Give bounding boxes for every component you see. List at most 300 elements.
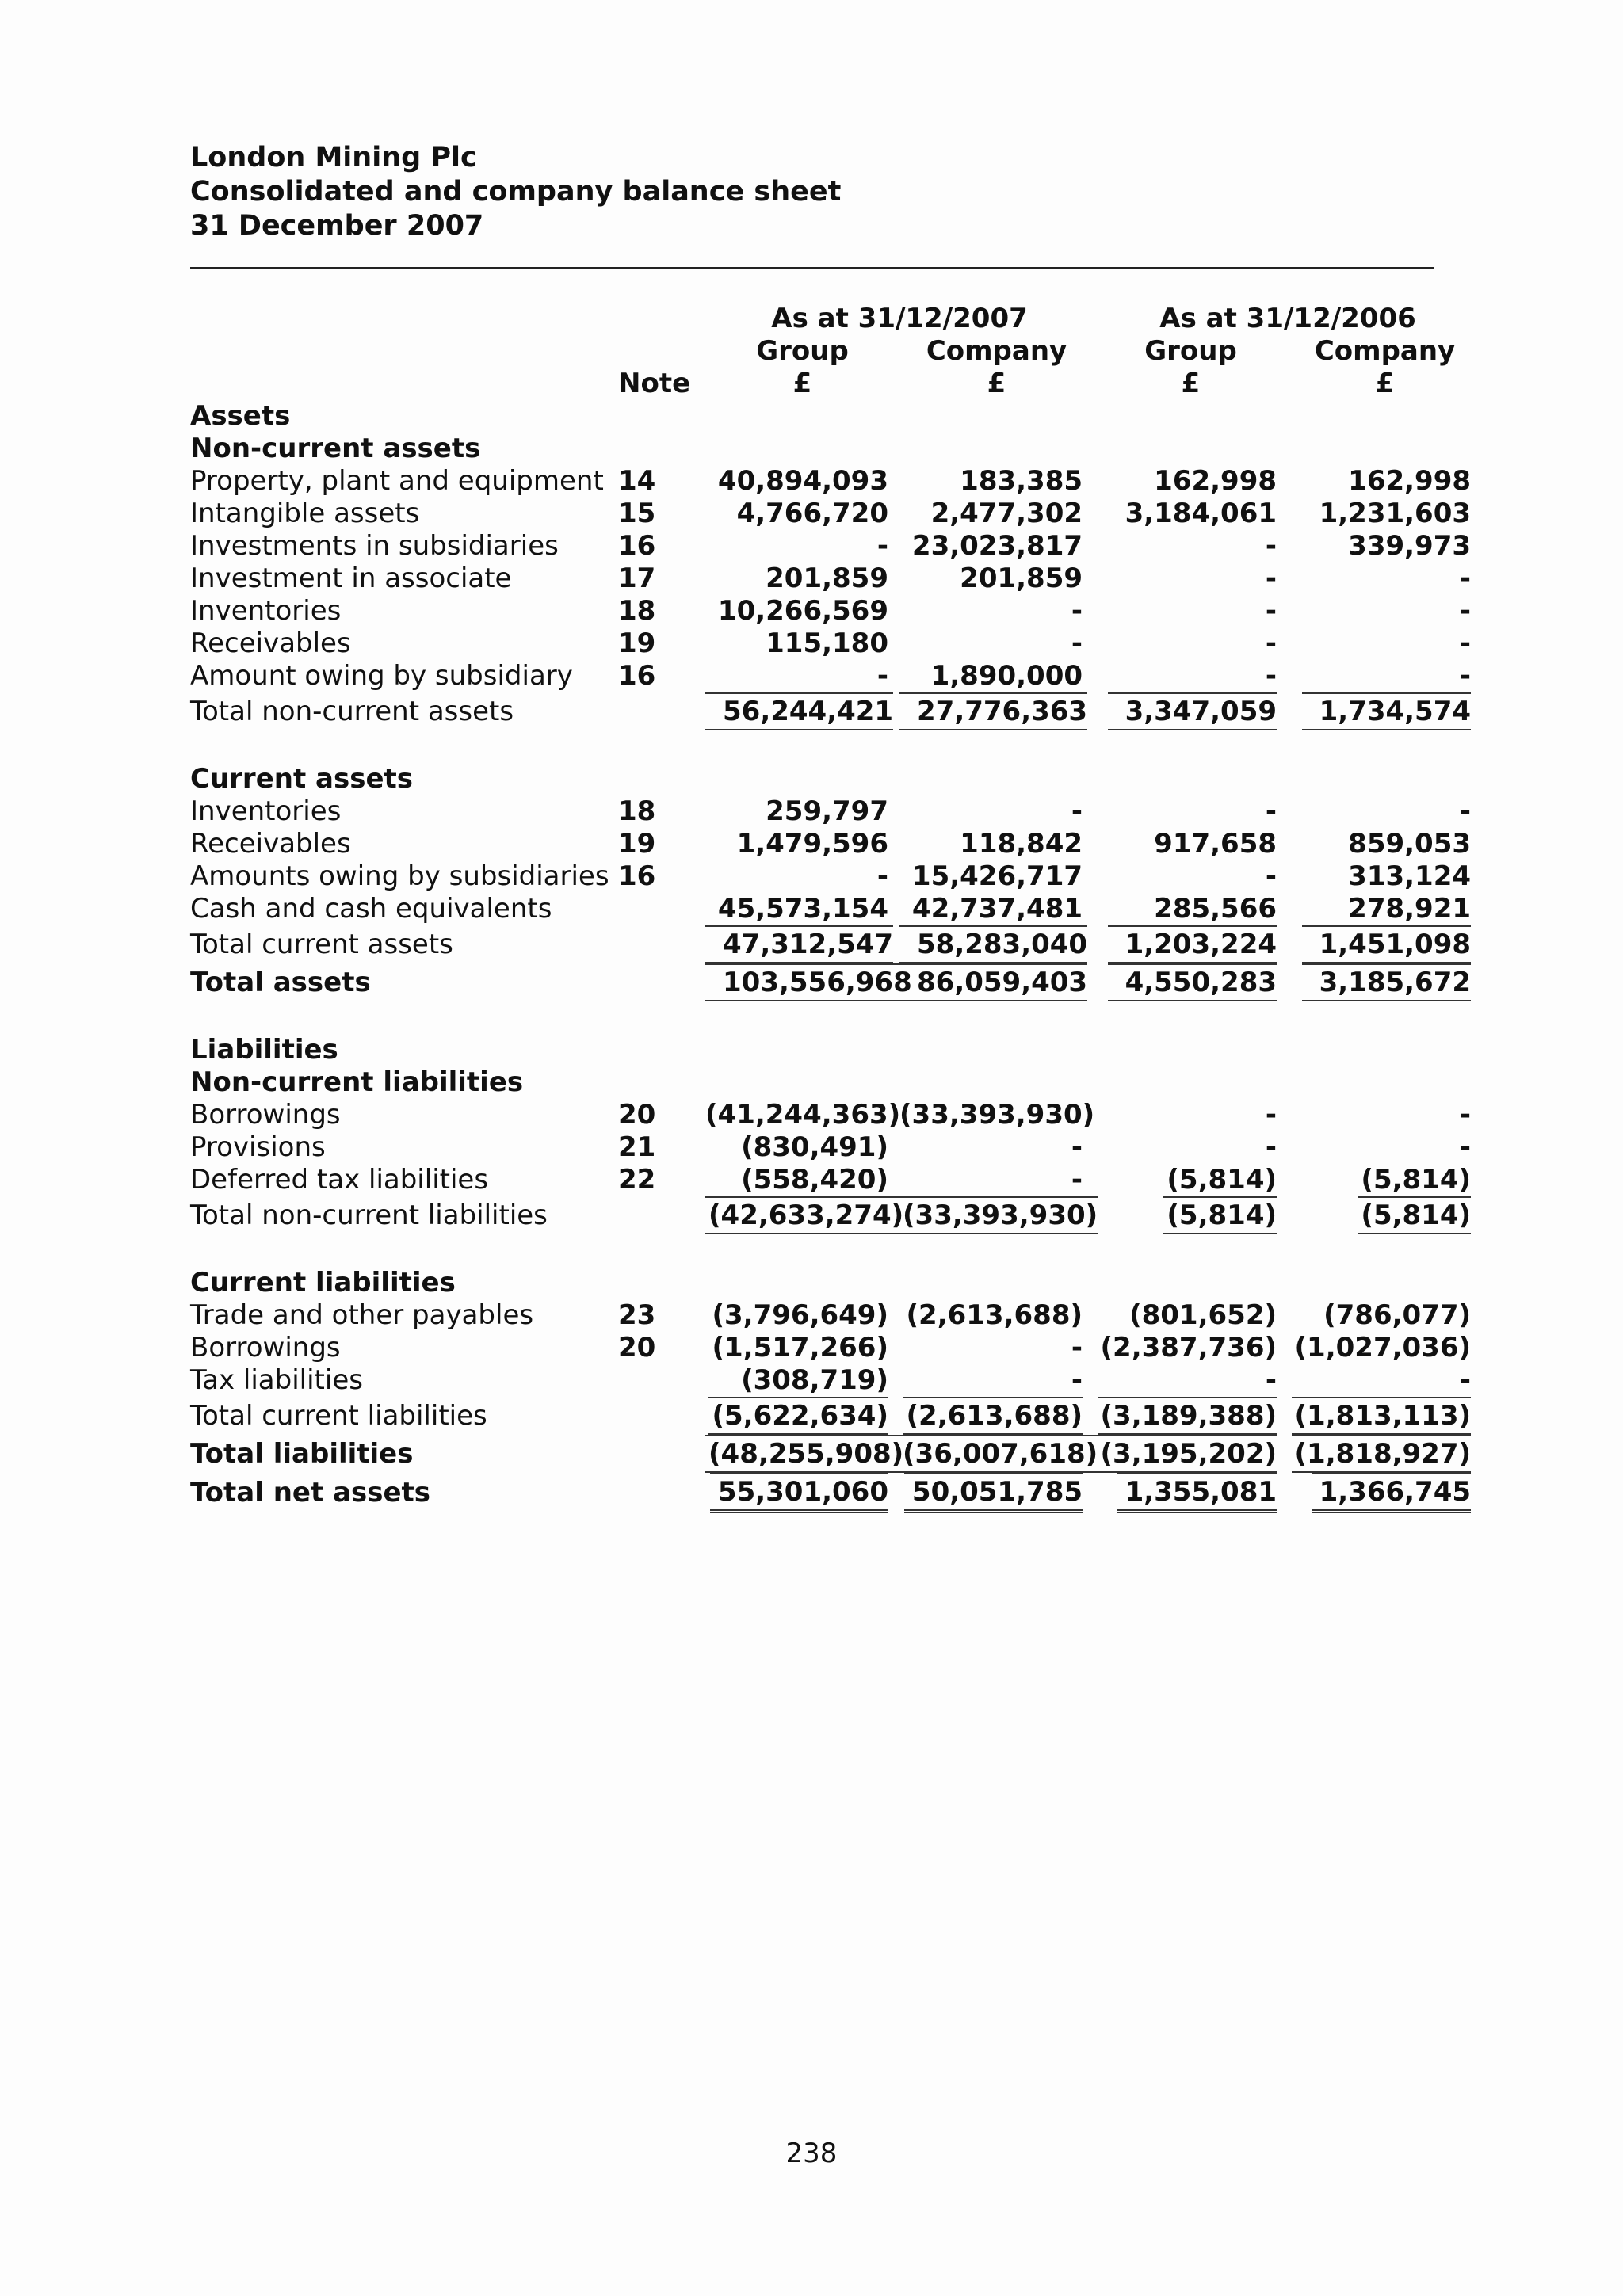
amount-g06	[1094, 1299, 1288, 1332]
line-item-label: Property, plant and equipment	[190, 465, 604, 497]
header-row-currency	[190, 368, 1482, 400]
amount-value: 103,556,968	[705, 963, 912, 1001]
amount-c06	[1288, 660, 1482, 692]
amount-g07	[705, 1131, 899, 1164]
header-row-entities	[190, 335, 1482, 368]
line-item-label: Receivables	[190, 828, 351, 860]
amount-g06	[1094, 595, 1288, 627]
amount-value: 23,023,817	[911, 530, 1083, 562]
amount-value: -	[1071, 1332, 1083, 1363]
amount-c07	[899, 1397, 1094, 1435]
amount-value: (786,077)	[1323, 1299, 1472, 1331]
amount-value: 1,479,596	[736, 828, 888, 860]
group-2007-header: Group	[756, 335, 849, 367]
line-item-label: Borrowings	[190, 1332, 341, 1363]
amount-value: (33,393,930)	[899, 1099, 1095, 1131]
amount-g07	[705, 1435, 904, 1473]
currency-c07: £	[987, 368, 1006, 399]
note-ref: 23	[618, 1299, 656, 1331]
amount-g06	[1094, 1131, 1288, 1164]
amount-c06	[1288, 925, 1482, 963]
amount-value: 859,053	[1348, 828, 1472, 860]
line-item-row	[190, 1131, 1482, 1164]
section-heading-row	[190, 1066, 1482, 1099]
amount-value: 917,658	[1154, 828, 1277, 860]
amount-c06	[1288, 795, 1482, 828]
total-row	[190, 1435, 1482, 1473]
amount-value: (5,814)	[1163, 1196, 1277, 1234]
amount-g06	[1094, 660, 1288, 692]
line-item-label: Total current assets	[190, 928, 453, 960]
line-item-label: Trade and other payables	[190, 1299, 534, 1331]
note-ref	[610, 1435, 705, 1473]
balance-sheet-table	[190, 303, 1482, 1513]
note-ref: 18	[618, 795, 656, 827]
amount-c07	[899, 1099, 1094, 1131]
amount-value: -	[1265, 1099, 1277, 1131]
amount-c06	[1288, 595, 1482, 627]
header-row-periods	[190, 303, 1482, 335]
section-heading-row	[190, 1034, 1482, 1066]
balance-sheet-page	[190, 141, 1472, 1513]
line-item-label: Investment in associate	[190, 563, 512, 594]
amount-value: (33,393,930)	[899, 1196, 1098, 1234]
amount-value: 27,776,363	[899, 692, 1087, 730]
amount-c07	[899, 1196, 1098, 1234]
line-item-row	[190, 498, 1482, 530]
amount-value: 15,426,717	[911, 860, 1083, 892]
amount-value: 58,283,040	[899, 925, 1087, 963]
amount-g07	[705, 498, 899, 530]
document-date: 31 December 2007	[190, 210, 484, 242]
amount-c07	[899, 1435, 1098, 1473]
amount-g06	[1094, 925, 1288, 963]
section-heading-row	[190, 1267, 1482, 1299]
amount-c07	[899, 963, 1094, 1001]
note-ref	[610, 925, 705, 963]
amount-value: (801,652)	[1129, 1299, 1277, 1331]
net-assets-row	[190, 1473, 1482, 1513]
amount-g06	[1094, 1435, 1288, 1473]
line-item-label: Provisions	[190, 1131, 326, 1163]
line-item-row	[190, 660, 1482, 692]
note-ref	[610, 1397, 705, 1435]
amount-c07	[899, 1299, 1094, 1332]
line-item-label: Amounts owing by subsidiaries	[190, 860, 609, 892]
amount-g07	[705, 1473, 899, 1513]
amount-g06	[1094, 860, 1288, 893]
amount-c06	[1288, 1435, 1482, 1473]
line-item-label: Deferred tax liabilities	[190, 1164, 489, 1196]
line-item-label: Borrowings	[190, 1099, 341, 1131]
line-item-row	[190, 795, 1482, 828]
line-item-row	[190, 893, 1482, 925]
amount-g07	[705, 1164, 899, 1196]
amount-value: 1,451,098	[1302, 925, 1471, 963]
line-item-row	[190, 530, 1482, 563]
amount-value: (558,420)	[741, 1164, 888, 1196]
amount-value: 10,266,569	[717, 595, 888, 627]
line-item-label: Inventories	[190, 795, 342, 827]
line-item-row	[190, 1164, 1482, 1196]
amount-g06	[1094, 1332, 1288, 1364]
amount-g07	[705, 828, 899, 860]
amount-g07	[705, 692, 899, 730]
section-heading: Liabilities	[190, 1034, 338, 1066]
amount-value: 55,301,060	[710, 1473, 888, 1513]
amount-c07	[899, 795, 1094, 828]
section-heading-row	[190, 763, 1482, 795]
line-item-label: Total net assets	[190, 1477, 431, 1508]
amount-g07	[705, 1196, 904, 1234]
currency-g06: £	[1181, 368, 1201, 399]
note-ref: 20	[618, 1099, 656, 1131]
amount-value: -	[1459, 1131, 1472, 1163]
total-row	[190, 963, 1482, 1001]
amount-value: -	[1459, 795, 1472, 827]
amount-value: (1,813,113)	[1292, 1397, 1472, 1435]
amount-g06	[1094, 893, 1288, 925]
amount-value: 3,185,672	[1302, 963, 1471, 1001]
amount-value: (5,622,634)	[708, 1397, 888, 1435]
line-item-label: Cash and cash equivalents	[190, 893, 552, 925]
amount-g07	[705, 530, 899, 563]
amount-g06	[1094, 627, 1288, 660]
amount-g06	[1094, 828, 1288, 860]
company-name: London Mining Plc	[190, 142, 477, 174]
amount-value: 1,734,574	[1302, 692, 1471, 730]
section-heading-row	[190, 433, 1482, 465]
amount-value: -	[1071, 595, 1083, 627]
amount-c07	[899, 563, 1094, 595]
amount-g06	[1094, 465, 1288, 498]
amount-c07	[899, 860, 1094, 893]
note-ref: 15	[618, 498, 656, 529]
amount-c07	[899, 1131, 1094, 1164]
amount-value: 259,797	[766, 795, 888, 827]
amount-c07	[899, 498, 1094, 530]
amount-value: -	[1265, 1364, 1277, 1396]
amount-c06	[1288, 530, 1482, 563]
amount-g07	[705, 1397, 899, 1435]
amount-c07	[899, 828, 1094, 860]
amount-c07	[899, 595, 1094, 627]
amount-c06	[1288, 1397, 1482, 1435]
amount-value: 1,890,000	[930, 660, 1083, 692]
line-item-row	[190, 627, 1482, 660]
amount-value: 50,051,785	[904, 1473, 1083, 1513]
amount-g06	[1094, 530, 1288, 563]
section-heading: Non-current assets	[190, 433, 481, 464]
line-item-row	[190, 1332, 1482, 1364]
amount-g07	[705, 465, 899, 498]
amount-value: 115,180	[766, 627, 888, 659]
note-ref: 19	[618, 627, 656, 659]
note-ref	[610, 692, 705, 730]
subtotal-row	[190, 692, 1482, 730]
amount-value: 183,385	[960, 465, 1083, 497]
amount-value: -	[1265, 1131, 1277, 1163]
amount-g06	[1094, 1473, 1288, 1513]
amount-c06	[1288, 828, 1482, 860]
amount-value: 162,998	[1348, 465, 1472, 497]
amount-c07	[899, 465, 1094, 498]
amount-g06	[1094, 1196, 1288, 1234]
amount-value: (2,613,688)	[903, 1397, 1083, 1435]
amount-value: 4,766,720	[736, 498, 888, 529]
company-2006-header: Company	[1314, 335, 1456, 367]
amount-value: 285,566	[1154, 893, 1277, 925]
amount-g07	[705, 893, 899, 925]
amount-value: 1,203,224	[1108, 925, 1277, 963]
amount-g07	[705, 860, 899, 893]
note-ref: 14	[618, 465, 656, 497]
note-ref: 16	[618, 530, 656, 562]
amount-value: 278,921	[1348, 893, 1472, 925]
amount-value: -	[1459, 627, 1472, 659]
period-2007-header: As at 31/12/2007	[771, 303, 1028, 334]
section-heading: Assets	[190, 400, 291, 432]
amount-c06	[1288, 1164, 1482, 1196]
amount-value: (3,796,649)	[712, 1299, 888, 1331]
subtotal-row	[190, 1196, 1482, 1234]
line-item-label: Total non-current assets	[190, 695, 514, 727]
amount-value: -	[1265, 563, 1277, 594]
amount-g07	[705, 627, 899, 660]
amount-g07	[705, 1332, 899, 1364]
amount-value: -	[1459, 563, 1472, 594]
subtotal-row	[190, 1397, 1482, 1435]
amount-c06	[1288, 893, 1482, 925]
amount-value: (48,255,908)	[705, 1435, 903, 1473]
amount-value: -	[1265, 660, 1277, 692]
amount-value: -	[1459, 595, 1472, 627]
amount-c07	[899, 692, 1094, 730]
amount-value: 201,859	[766, 563, 888, 594]
amount-g06	[1094, 795, 1288, 828]
amount-value: -	[1265, 860, 1277, 892]
subtotal-row	[190, 925, 1482, 963]
amount-value: 3,347,059	[1108, 692, 1277, 730]
amount-value: -	[876, 660, 888, 692]
amount-c07	[899, 1164, 1094, 1196]
amount-value: (1,517,266)	[712, 1332, 888, 1363]
page-number: 238	[785, 2138, 838, 2169]
group-2006-header: Group	[1144, 335, 1237, 367]
amount-value: 118,842	[960, 828, 1083, 860]
amount-c06	[1288, 1364, 1482, 1397]
line-item-row	[190, 1364, 1482, 1397]
amount-value: -	[1459, 1099, 1472, 1131]
amount-g06	[1094, 563, 1288, 595]
amount-c06	[1288, 465, 1482, 498]
amount-value: (1,027,036)	[1294, 1332, 1472, 1363]
amount-c07	[899, 925, 1094, 963]
note-ref: 21	[618, 1131, 656, 1163]
amount-g07	[705, 595, 899, 627]
amount-value: -	[1265, 627, 1277, 659]
amount-value: -	[1265, 530, 1277, 562]
amount-g06	[1094, 1397, 1288, 1435]
amount-c07	[899, 660, 1094, 692]
line-item-label: Total assets	[190, 966, 371, 998]
line-item-label: Total non-current liabilities	[190, 1199, 548, 1231]
amount-c06	[1288, 1473, 1482, 1513]
amount-g06	[1094, 692, 1288, 730]
note-ref: 16	[618, 660, 656, 692]
amount-c07	[899, 893, 1094, 925]
amount-c06	[1288, 692, 1482, 730]
note-ref: 20	[618, 1332, 656, 1363]
amount-value: 313,124	[1348, 860, 1472, 892]
amount-c06	[1288, 1332, 1482, 1364]
section-heading-row	[190, 400, 1482, 433]
spacer-row	[190, 730, 1482, 763]
amount-value: 56,244,421	[705, 692, 893, 730]
amount-c07	[899, 1473, 1094, 1513]
note-ref	[610, 893, 705, 925]
line-item-label: Total liabilities	[190, 1437, 414, 1470]
amount-c06	[1288, 1299, 1482, 1332]
note-ref	[610, 1473, 705, 1513]
section-heading: Non-current liabilities	[190, 1066, 524, 1098]
amount-g07	[705, 963, 912, 1001]
amount-value: 1,355,081	[1117, 1473, 1277, 1513]
amount-g07	[705, 1099, 899, 1131]
note-ref: 19	[618, 828, 656, 860]
amount-value: -	[1071, 627, 1083, 659]
section-heading: Current assets	[190, 763, 414, 795]
amount-value: (1,818,927)	[1292, 1435, 1472, 1473]
amount-value: (41,244,363)	[705, 1099, 901, 1131]
amount-value: (3,189,388)	[1098, 1397, 1277, 1435]
amount-g07	[705, 1299, 899, 1332]
amount-g07	[705, 925, 899, 963]
line-item-label: Total current liabilities	[190, 1399, 487, 1432]
amount-value: 3,184,061	[1125, 498, 1277, 529]
amount-value: 47,312,547	[705, 925, 893, 963]
amount-g06	[1094, 963, 1288, 1001]
line-item-label: Tax liabilities	[190, 1364, 363, 1396]
note-ref: 16	[618, 860, 656, 892]
amount-c07	[899, 1364, 1094, 1397]
amount-value: 201,859	[960, 563, 1083, 594]
line-item-label: Amount owing by subsidiary	[190, 660, 573, 692]
line-item-label: Intangible assets	[190, 498, 420, 529]
amount-c07	[899, 627, 1094, 660]
amount-value: -	[1265, 795, 1277, 827]
line-item-row	[190, 860, 1482, 893]
note-ref	[610, 1196, 705, 1234]
amount-g07	[705, 563, 899, 595]
amount-value: (36,007,618)	[899, 1435, 1098, 1473]
amount-c06	[1288, 860, 1482, 893]
amount-value: 339,973	[1348, 530, 1472, 562]
note-column-header: Note	[618, 368, 691, 399]
amount-g06	[1094, 1099, 1288, 1131]
amount-value: 1,231,603	[1319, 498, 1472, 529]
line-item-label: Investments in subsidiaries	[190, 530, 559, 562]
line-item-row	[190, 1299, 1482, 1332]
period-2006-header: As at 31/12/2006	[1159, 303, 1416, 334]
line-item-label: Inventories	[190, 595, 342, 627]
amount-g07	[705, 795, 899, 828]
amount-value: -	[1071, 1364, 1083, 1396]
document-title: Consolidated and company balance sheet	[190, 176, 842, 208]
amount-c06	[1288, 1196, 1482, 1234]
amount-g06	[1094, 498, 1288, 530]
amount-value: 86,059,403	[899, 963, 1087, 1001]
spacer-row	[190, 1234, 1482, 1267]
spacer-row	[190, 1001, 1482, 1034]
amount-g06	[1094, 1164, 1288, 1196]
amount-g07	[705, 1364, 899, 1397]
amount-value: (5,814)	[1167, 1164, 1277, 1196]
amount-value: 4,550,283	[1108, 963, 1277, 1001]
amount-c06	[1288, 498, 1482, 530]
amount-value: -	[876, 860, 888, 892]
amount-g06	[1094, 1364, 1288, 1397]
section-heading: Current liabilities	[190, 1267, 456, 1299]
amount-value: (2,387,736)	[1100, 1332, 1277, 1363]
amount-value: (3,195,202)	[1098, 1435, 1277, 1473]
amount-value: -	[1459, 1364, 1472, 1396]
amount-value: 2,477,302	[930, 498, 1083, 529]
amount-c06	[1288, 1131, 1482, 1164]
line-item-row	[190, 828, 1482, 860]
note-ref	[610, 963, 705, 1001]
amount-value: (830,491)	[741, 1131, 888, 1163]
amount-c06	[1288, 963, 1482, 1001]
amount-value: 42,737,481	[911, 893, 1083, 925]
line-item-row	[190, 1099, 1482, 1131]
amount-c06	[1288, 627, 1482, 660]
amount-c07	[899, 1332, 1094, 1364]
amount-value: -	[876, 530, 888, 562]
amount-value: (308,719)	[741, 1364, 888, 1396]
document-heading	[190, 141, 1434, 243]
currency-c06: £	[1375, 368, 1395, 399]
amount-value: (42,633,274)	[705, 1196, 903, 1234]
amount-c06	[1288, 563, 1482, 595]
amount-value: 45,573,154	[717, 893, 888, 925]
currency-g07: £	[792, 368, 812, 399]
amount-c07	[899, 530, 1094, 563]
amount-value: 1,366,745	[1312, 1473, 1471, 1513]
line-item-row	[190, 563, 1482, 595]
amount-g07	[705, 660, 899, 692]
amount-value: (2,613,688)	[906, 1299, 1083, 1331]
amount-value: (5,814)	[1358, 1196, 1471, 1234]
company-2007-header: Company	[926, 335, 1067, 367]
note-ref	[610, 1364, 705, 1397]
amount-value: -	[1071, 795, 1083, 827]
note-ref: 22	[618, 1164, 656, 1196]
amount-value: -	[1459, 660, 1472, 692]
note-ref: 17	[618, 563, 656, 594]
amount-value: -	[1071, 1164, 1083, 1196]
amount-value: 40,894,093	[717, 465, 888, 497]
amount-value: -	[1265, 595, 1277, 627]
amount-c06	[1288, 1099, 1482, 1131]
note-ref: 18	[618, 595, 656, 627]
amount-value: -	[1071, 1131, 1083, 1163]
amount-value: (5,814)	[1361, 1164, 1472, 1196]
amount-value: 162,998	[1154, 465, 1277, 497]
line-item-row	[190, 595, 1482, 627]
line-item-label: Receivables	[190, 627, 351, 659]
heading-divider	[190, 267, 1434, 269]
